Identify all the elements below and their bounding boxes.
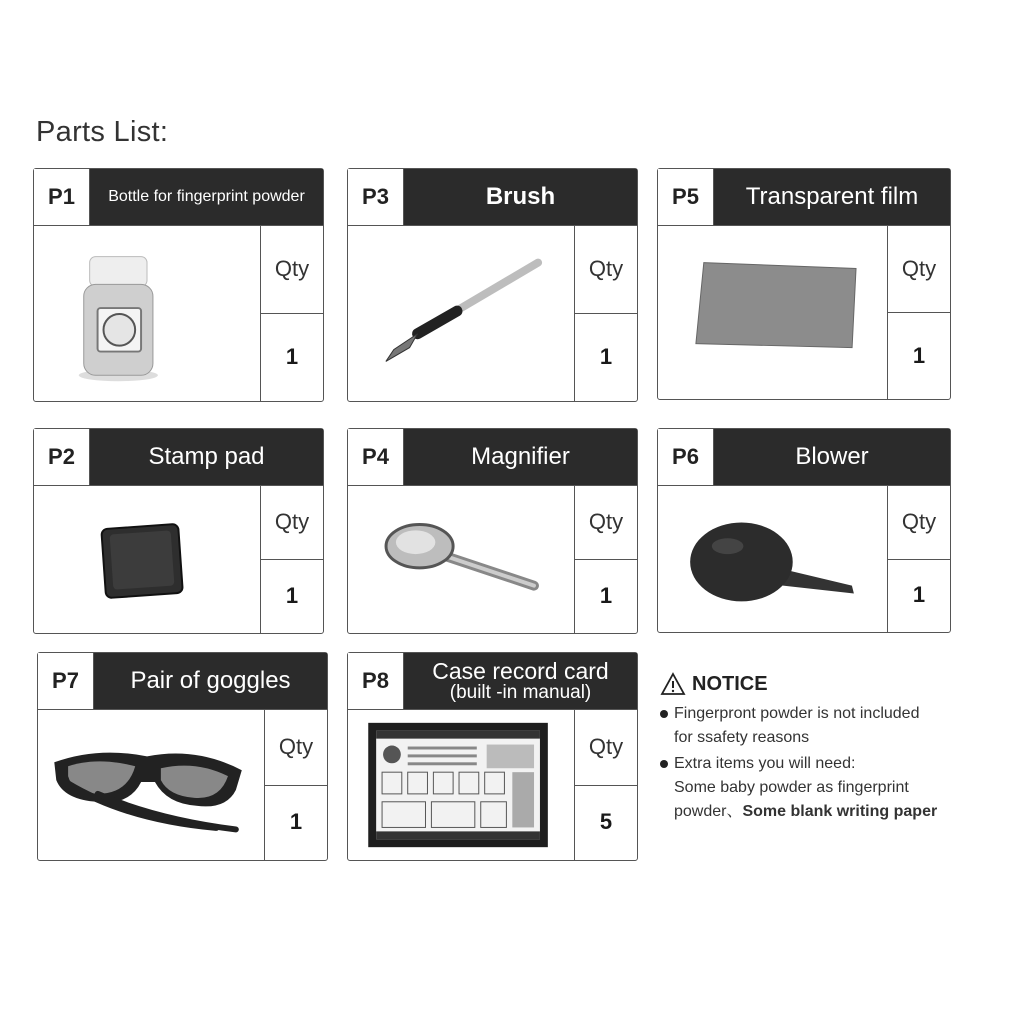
part-name xyxy=(404,653,637,709)
qty-value: 1 xyxy=(912,342,926,368)
part-name: Stamp pad xyxy=(148,443,265,471)
part-card-p1 xyxy=(33,168,324,402)
warning-icon xyxy=(660,672,686,696)
notice-text: for ssafety reasons xyxy=(674,729,810,746)
part-card-p6 xyxy=(657,428,951,633)
bullet-icon xyxy=(660,760,668,768)
notice-item-1 xyxy=(660,702,1000,750)
qty-value: 5 xyxy=(599,809,613,835)
record-card-icon xyxy=(348,711,575,860)
notice-text: Extra items you will need: xyxy=(674,755,856,772)
part-code: P7 xyxy=(38,653,94,709)
notice-box xyxy=(660,672,1000,824)
qty-label: Qty xyxy=(575,485,637,560)
notice-heading: NOTICE xyxy=(692,672,768,695)
qty-value: 1 xyxy=(912,582,926,608)
part-code: P4 xyxy=(348,429,404,485)
qty-value: 1 xyxy=(599,344,613,369)
part-code: P8 xyxy=(348,653,404,709)
notice-text: Some baby powder as fingerprint xyxy=(674,779,909,796)
goggles-icon xyxy=(38,711,265,860)
part-name-main: Case record card xyxy=(432,657,609,684)
qty-label: Qty xyxy=(261,485,323,560)
qty-label: Qty xyxy=(265,709,327,786)
notice-text: Fingerpront powder is not included xyxy=(674,705,920,722)
part-name: Pair of goggles xyxy=(130,667,291,695)
qty-label: Qty xyxy=(888,485,950,560)
blower-icon xyxy=(658,487,888,632)
part-name: Blower xyxy=(795,443,869,471)
film-icon xyxy=(658,227,888,399)
bullet-icon xyxy=(660,710,668,718)
qty-label: Qty xyxy=(575,709,637,786)
part-code: P3 xyxy=(348,169,404,225)
part-code: P6 xyxy=(658,429,714,485)
qty-value: 1 xyxy=(289,809,303,835)
page-title: Parts List: xyxy=(36,116,169,148)
notice-item-2 xyxy=(660,752,1000,824)
notice-text: powder、 xyxy=(674,803,743,820)
part-card-p8 xyxy=(347,652,638,861)
qty-label: Qty xyxy=(575,225,637,314)
part-card-p2 xyxy=(33,428,324,634)
part-card-p5 xyxy=(657,168,951,400)
part-code: P2 xyxy=(34,429,90,485)
magnifier-icon xyxy=(348,487,575,633)
brush-icon xyxy=(348,227,575,401)
part-name: Brush xyxy=(485,183,556,211)
stamp-pad-icon xyxy=(34,487,261,633)
qty-value: 1 xyxy=(599,583,613,608)
part-code: P5 xyxy=(658,169,714,225)
qty-label: Qty xyxy=(261,225,323,314)
part-card-p3 xyxy=(347,168,638,402)
part-card-p7 xyxy=(37,652,328,861)
part-name: Transparent film xyxy=(745,183,919,211)
part-name: Bottle for fingerprint powder xyxy=(108,187,305,205)
bottle-icon xyxy=(34,227,261,401)
qty-value: 1 xyxy=(285,583,299,608)
part-name: Magnifier xyxy=(471,443,570,471)
part-code: P1 xyxy=(34,169,90,225)
qty-label: Qty xyxy=(888,225,950,313)
part-name-sub: (built -in manual) xyxy=(449,682,592,704)
notice-text-bold: Some blank writing paper xyxy=(742,803,938,820)
part-card-p4 xyxy=(347,428,638,634)
qty-value: 1 xyxy=(285,344,299,369)
